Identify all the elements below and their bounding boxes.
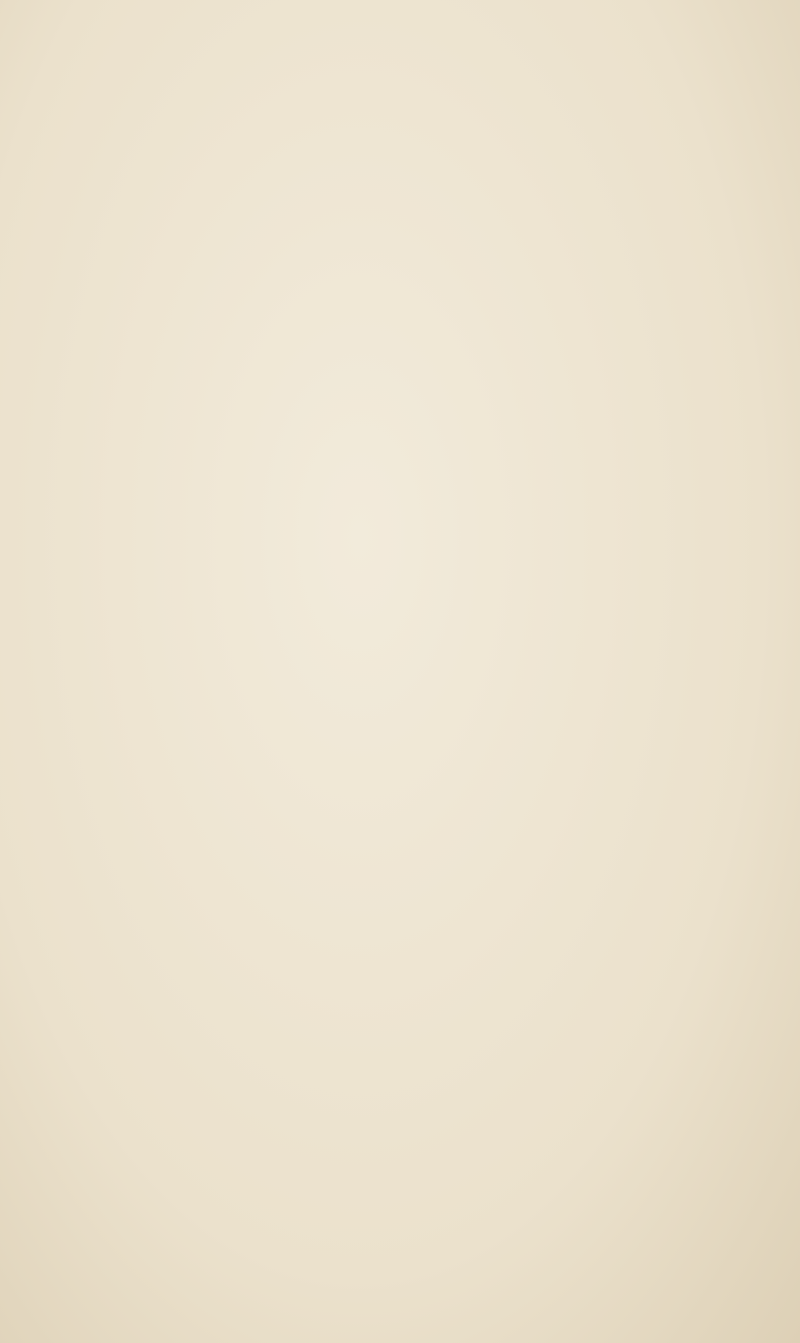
toc-entry (0, 647, 800, 693)
toc-entry (0, 482, 800, 528)
toc-entry (0, 215, 800, 261)
toc-entry (0, 375, 800, 421)
toc-entry (0, 1075, 800, 1121)
page-header (0, 50, 800, 100)
toc-entry (0, 810, 800, 856)
toc-entry (0, 1022, 800, 1068)
toc-entry (0, 268, 800, 314)
toc-entry (0, 105, 800, 151)
toc-entry (0, 1128, 800, 1174)
toc-entry (0, 1289, 800, 1335)
toc-entry (0, 428, 800, 474)
toc-entry (0, 968, 800, 1014)
toc-entry (0, 160, 800, 206)
toc-entry (0, 862, 800, 908)
toc-entry (0, 322, 800, 368)
toc-entry (0, 1236, 800, 1282)
toc-entry (0, 1182, 800, 1228)
toc-entry (0, 755, 800, 801)
toc-entry (0, 592, 800, 638)
toc-entry (0, 538, 800, 584)
toc-entry (0, 700, 800, 746)
toc-entry (0, 915, 800, 961)
